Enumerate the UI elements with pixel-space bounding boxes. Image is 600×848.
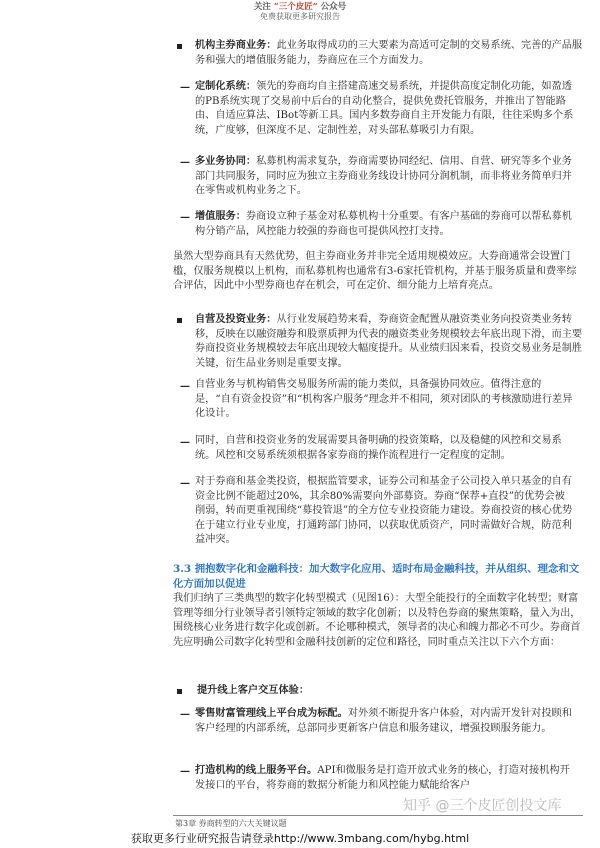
item-text: 对外须不断提升客户体验，对内需开发针对投顾和客户经理的内部系统，总部同步更新客户信息和服务建议，增强投顾服务能力。: [195, 708, 572, 734]
paragraph-institutional-platform: [195, 763, 575, 793]
bullet-square: [177, 318, 182, 323]
bottom-note-link[interactable]: 获取更多行业研究报告请登录http://www.3mbang.com/hybg.html: [130, 832, 470, 845]
dash-marker: —: [180, 82, 190, 93]
item-title: 打造机构的线上服务平台。: [195, 764, 318, 776]
paragraph-proprietary-synergy: 自营业务与机构销售交易服务所需的能力类似，具备强协同效应。值得注意的是，“自有资金投资”和“机构客户服务”理念并不相同，须对团队的考核激励进行差异化设计。: [195, 379, 573, 420]
item-text: API和微服务是打造开放式业务的核心，打造对接机构开发接口的平台，将券商的数据分析能力和风控能力赋能给客户: [195, 765, 570, 791]
item-title: 多业务协同：: [195, 155, 257, 167]
bullet-square: [177, 44, 182, 49]
header-line1: [0, 2, 600, 12]
item-text: 券商设立种子基金对私募机构十分重要。有客户基础的券商可以帮私募机构分销产品，风控能力较强的券商也可提供风控打支持。: [195, 211, 572, 237]
bullet-square: [177, 689, 182, 694]
paragraph-broker-business: [195, 38, 585, 68]
paragraph-fund-investment: 对于券商和基金类投资，根据监管要求，证券公司和基金子公司投入单只基金的自有资金比例不能超过20%，其余80%需要向外部募资。券商“保荐+直投”的优势会被削弱，转而更重视围绕“募投管退”的全方位专业投资能力建设。券商投资的核心优势在于建立行业专业度，打通跨部门协同，以获取优质资产，同时需做好合规，防范利益冲突。: [195, 476, 573, 546]
dash-marker: —: [180, 709, 190, 720]
bullet-title: 提升线上客户交互体验：: [197, 684, 310, 696]
bullet-text: 此业务取得成功的三大要素为高适可定制的交易系统、完善的产品服务和强大的增值服务能力，券商应在三个方面发力。: [195, 40, 583, 66]
page-header: [0, 2, 600, 22]
paragraph-online-experience: [197, 683, 582, 699]
bullet-text: 从行业发展趋势来看，券商资金配置从融资类业务向投资类业务转移，反映在以融资融券和股票质押为代表的融资类业务规模较去年底出现下滑，而主要券商投资业务规模较去年底出现较大幅度提升。从业绩归因来看，投资交易业务是制胜关键，衍生品业务则是重要支撑。: [195, 314, 583, 369]
bullet-title: 自营及投资业务：: [195, 313, 277, 325]
header-line2: 免费获取更多研究报告: [260, 12, 340, 21]
dash-marker: —: [180, 478, 190, 489]
paragraph-proprietary: [195, 312, 585, 371]
paragraph-custom-system: [195, 79, 575, 138]
paragraph-large-broker: 虽然大型券商具有天然优势，但主券商业务并非完全适用规模效应。大券商通常会设置门槛，仅服务规模以上机构，而私募机构也通常有3-6家托管机构，并基于服务质量和费率综合评估，因此中小型券商也存在机会，可在定价、细分能力上培育亮点。: [173, 251, 577, 292]
paragraph-digital-models: 我们归纳了三类典型的数字化转型模式（见图16）：大型全能投行的全面数字化转型；财富管理等细分行业领导者引领特定领域的数字化创新；以及特色券商的聚焦策略，量入为出，围绕核心业务进行数字化或创新。不论哪种模式，领导者的决心和魄力都必不可少。券商首先应明确公司数字化转型和金融科技创新的定位和路径，同时重点关注以下六个方面：: [173, 593, 581, 648]
dash-marker: —: [180, 212, 190, 223]
dash-marker: —: [180, 157, 190, 168]
item-text: 领先的券商均自主搭建高速交易系统，并提供高度定制化功能，如盈透的PB系统实现了交易前中后台的自动化整合，提供免费托管服务，并推出了智能路由、自适应算法、IBot等新工具。国内多数券商自主开发能力有限，往往采购多个系统，广度够，但深度不足、定制性差，对头部私募吸引力有限。: [195, 81, 574, 136]
paragraph-risk-control: 同时，自营和投资业务的发展需要具备明确的投资策略，以及稳健的风控和交易系统。风控和交易系统须根据各家券商的操作流程进行一定程度的定制。: [195, 435, 562, 461]
bullet-title: 机构主券商业务：: [195, 39, 277, 51]
watermark-text: 知乎 @三个皮匠创投文库: [403, 798, 562, 814]
dash-marker: —: [180, 766, 190, 777]
footer-divider: [173, 815, 583, 816]
dash-marker: —: [180, 381, 190, 392]
header-highlight: “三个皮匠”: [273, 2, 318, 12]
dash-marker: —: [180, 437, 190, 448]
paragraph-value-added: [195, 209, 575, 239]
item-title: 零售财富管理线上平台成为标配。: [195, 707, 348, 719]
header-prefix: 关注: [253, 2, 271, 12]
paragraph-retail-platform: [195, 706, 575, 736]
paragraph-multi-business: [195, 154, 575, 199]
section-heading-3-3: 3.3 拥抱数字化和金融科技：加大数字化应用、适时布局金融科技，并从组织、理念和文化方面加以促进: [173, 563, 580, 590]
item-title: 定制化系统：: [195, 80, 257, 92]
header-suffix: 公众号: [320, 2, 347, 12]
item-title: 增值服务：: [195, 210, 246, 222]
item-text: 私募机构需求复杂，券商需要协同经纪、信用、自营、研究等多个业务部门共同服务，同时应为独立主券商业务线设计协同分润机制，而非将业务简单归并在零售或机构业务之下。: [195, 156, 572, 197]
footer-chapter: 第3章 券商转型的六大关键议题: [175, 819, 287, 828]
